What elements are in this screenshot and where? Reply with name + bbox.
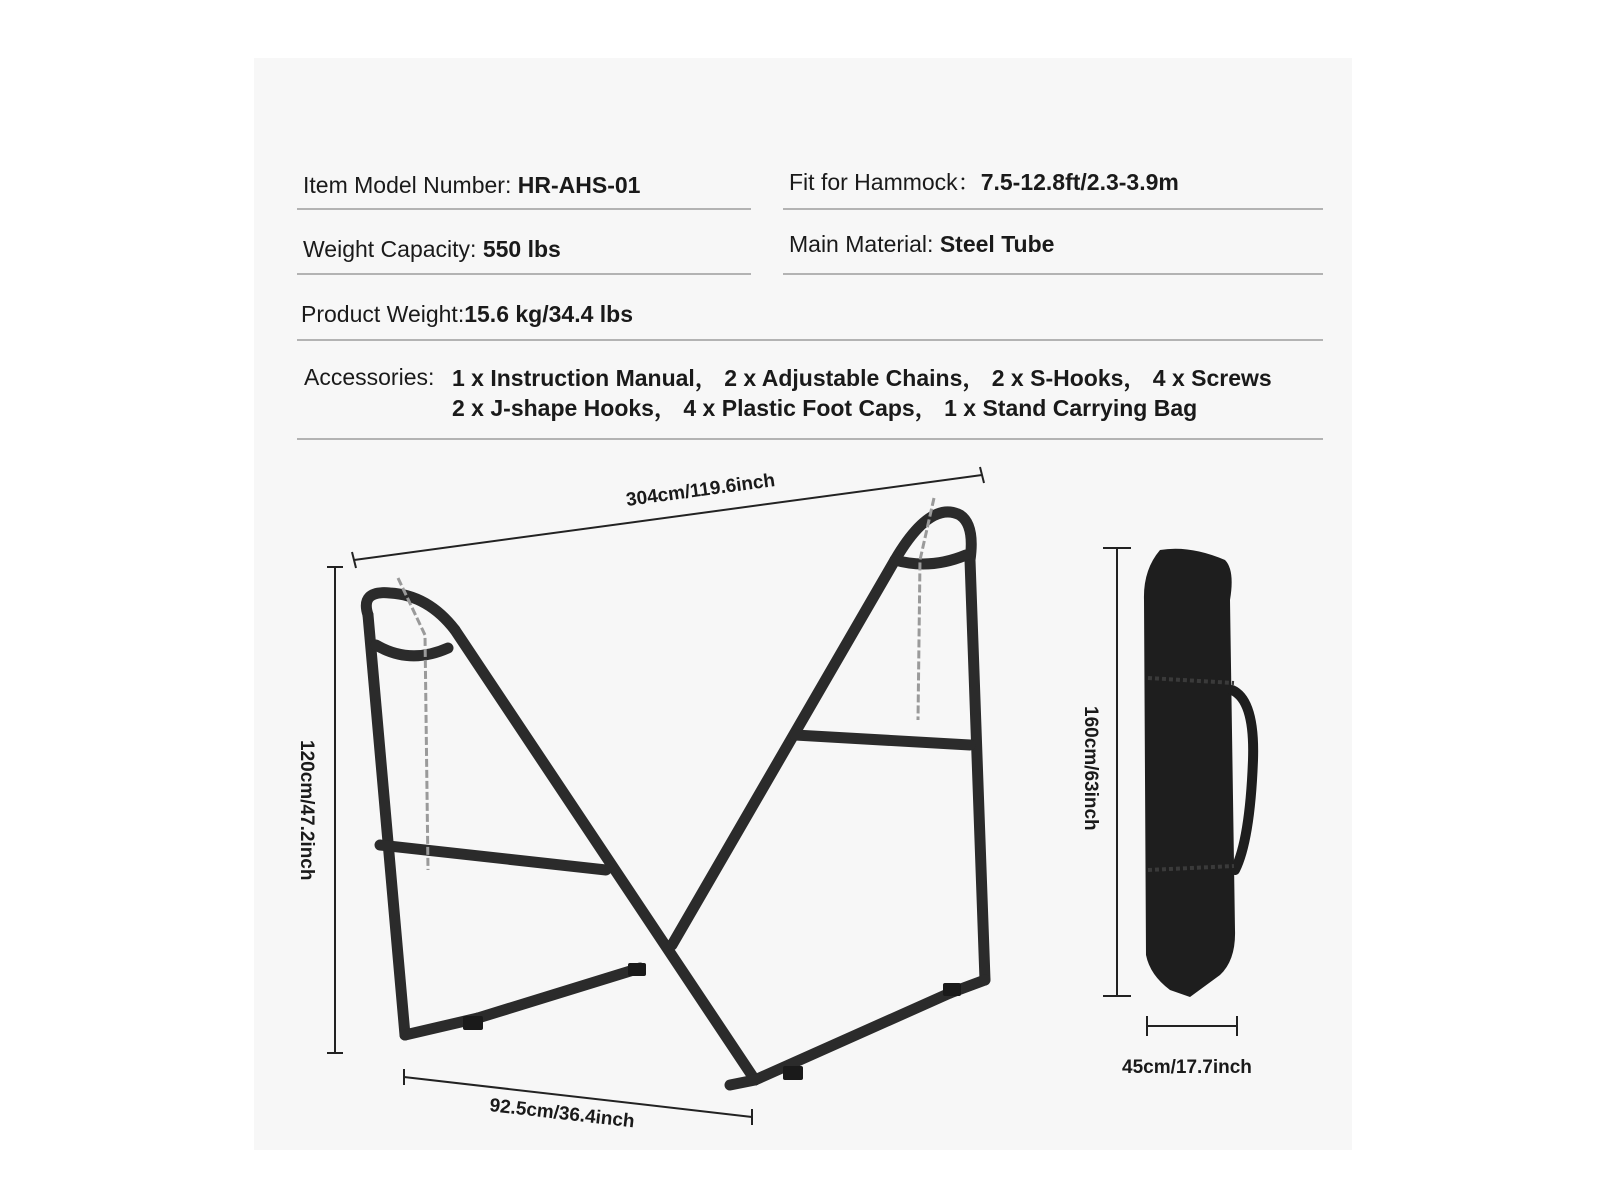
spec-model-value: HR-AHS-01 <box>517 172 641 198</box>
height-label: 120cm/47.2inch <box>296 740 317 881</box>
spec-accessories-line2: 2 x J-shape Hooks， 4 x Plastic Foot Caps， 1 x Stand Carrying Bag <box>452 395 1198 421</box>
bag-length-dimension-line <box>1103 548 1131 996</box>
length-label: 304cm/119.6inch <box>624 470 777 511</box>
spec-fit-value: 7.5-12.8ft/2.3-3.9m <box>980 169 1179 195</box>
length-dimension-line <box>352 467 984 568</box>
spec-weight-capacity-label: Weight Capacity: <box>303 236 483 262</box>
width-label: 92.5cm/36.4inch <box>488 1095 636 1133</box>
spec-weight-capacity-value: 550 lbs <box>482 236 561 262</box>
bag-width-label: 45cm/17.7inch <box>1122 1057 1252 1078</box>
hammock-stand-frame <box>366 512 985 1085</box>
spec-accessories-line1: 1 x Instruction Manual， 2 x Adjustable Chains， 2 x S-Hooks， 4 x Screws <box>452 365 1272 391</box>
bag-length-label: 160cm/63inch <box>1080 706 1101 831</box>
spec-accessories-label: Accessories: <box>304 364 435 390</box>
height-dimension-line <box>327 567 343 1053</box>
bag-width-dimension-line <box>1147 1016 1237 1036</box>
carrying-bag <box>1144 549 1253 997</box>
spec-fit-label: Fit for Hammock： <box>789 169 981 195</box>
spec-material-value: Steel Tube <box>939 231 1055 257</box>
spec-material-label: Main Material: <box>789 231 940 257</box>
spec-model-label: Item Model Number: <box>303 172 518 198</box>
spec-product-weight-label: Product Weight: <box>301 301 465 327</box>
spec-product-weight-value: 15.6 kg/34.4 lbs <box>464 301 633 327</box>
chain-left <box>398 578 428 870</box>
